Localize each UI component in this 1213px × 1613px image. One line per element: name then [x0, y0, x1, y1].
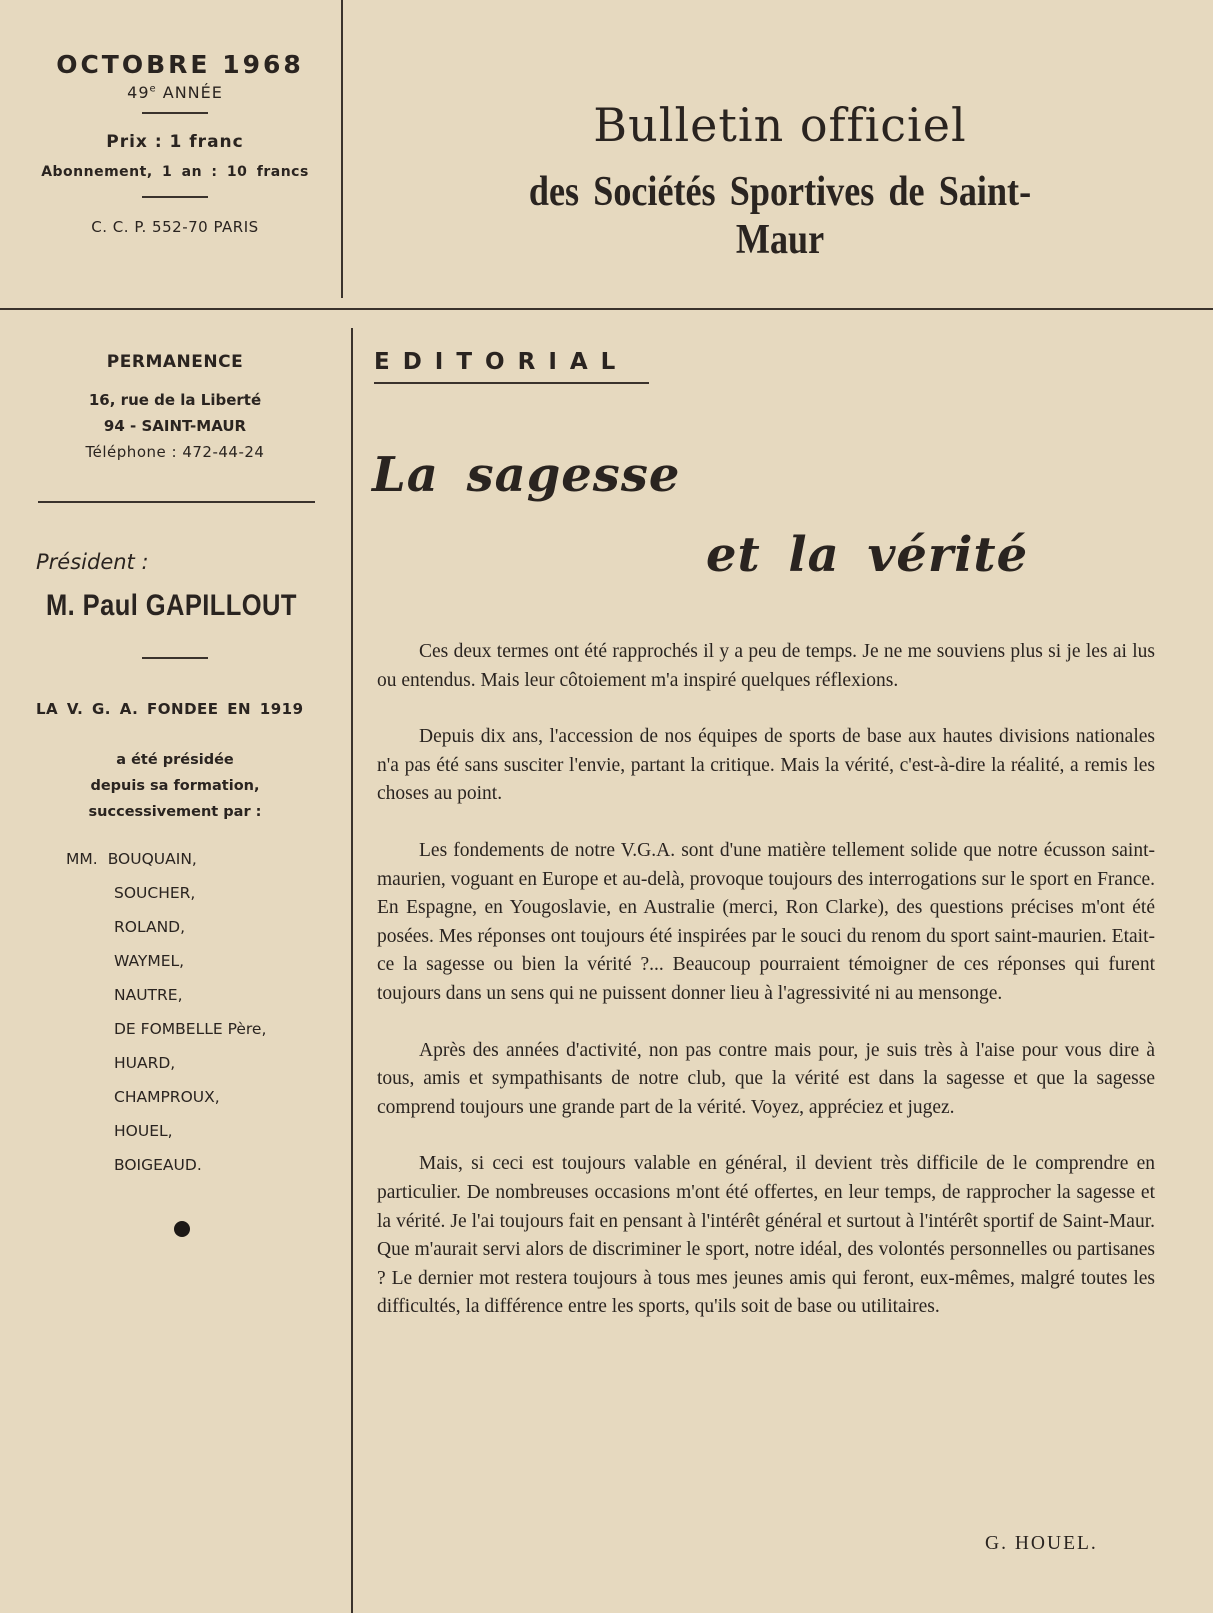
vga-title: LA V. G. A. FONDEE EN 1919: [36, 700, 304, 718]
price: Prix : 1 franc: [106, 132, 244, 152]
vga-subtitle: a été présidée depuis sa formation, successivement par :: [88, 752, 262, 820]
masthead-subtitle: des Sociétés Sportives de Saint-Maur: [528, 169, 1032, 263]
president-name: M. Paul GAPILLOUT: [46, 589, 297, 622]
paragraph: Ces deux termes ont été rapprochés il y a peu de temps. Je ne me souviens plus si je les ai lus ou entendus. Mais leur côtoiement m'a inspiré quelques réflexions.: [377, 641, 1155, 691]
paragraph: Mais, si ceci est toujours valable en général, il devient très difficile de le comprendre en particulier. De nombreuses occasions m'ont été offertes, en leur temps, de rapprocher la sagesse et la vérité. Je l'ai toujours fait en pensant à l'intérêt général et surtout à l'intérêt sportif de Saint-Maur. Que m'aurait servi alors de discriminer le sport, notre idéal, des volontés personnelles ou partisanes ? Le dernier mot restera toujours à tous mes jeunes amis qui feront, eux-mêmes, malgré toutes les difficultés, la différence entre les sports, qu'ils soit de base ou utilitaires.: [377, 1153, 1155, 1318]
issue-info: [20, 50, 330, 236]
list-item: CHAMPROUX,: [114, 1088, 220, 1106]
sidebar-rule: [38, 501, 315, 503]
telephone: Téléphone : 472-44-24: [85, 443, 265, 461]
list-item: MM. BOUQUAIN,: [66, 850, 197, 868]
section-label-underline: [374, 382, 649, 384]
list-item: DE FOMBELLE Père,: [114, 1020, 267, 1038]
paragraph: Après des années d'activité, non pas contre mais pour, je suis très à l'aise pour vous dire à tous, amis et sympathisants de notre club, que la vérité est dans la sagesse et que la sagesse comprend toujours une grande part de la vérité. Voyez, appréciez et jugez.: [377, 1039, 1155, 1118]
issue-date: OCTOBRE 1968: [56, 50, 304, 79]
paragraph: Les fondements de notre V.G.A. sont d'une matière tellement solide que notre écusson saint-maurien, voguant en Europe et au-delà, provoque toujours des interrogations sur le sport en France. En Espagne, en Yougoslavie, en Australie (merci, Ron Clarke), des questions précises m'ont été posées. Mes réponses ont toujours été inspirées par le souci du renom du sport saint-maurien. Etait-ce la sagesse ou bien la vérité ?... Beaucoup pourraient témoigner de ces réponses qui furent toujours dans un sens qui ne puissent donner lieu à l'agressivité ni au mensonge.: [377, 839, 1155, 1004]
header-column-divider: [341, 0, 343, 298]
article-title-line2: et la vérité: [706, 527, 1029, 583]
header-bottom-rule: [0, 308, 1213, 310]
divider: [142, 196, 208, 198]
list-item: NAUTRE,: [114, 986, 183, 1004]
section-label: EDITORIAL: [374, 349, 629, 375]
list-item: ROLAND,: [114, 918, 186, 936]
list-item: SOUCHER,: [114, 884, 196, 902]
list-item: WAYMEL,: [114, 952, 185, 970]
subscription: Abonnement, 1 an : 10 francs: [41, 164, 309, 180]
divider: [142, 657, 208, 659]
past-presidents-list: [66, 842, 266, 1182]
masthead-title: Bulletin officiel: [593, 98, 967, 152]
list-item: HOUEL,: [114, 1122, 173, 1140]
address-line: 16, rue de la Liberté: [88, 391, 262, 409]
article-body: [377, 638, 1155, 1350]
paragraph: Depuis dix ans, l'accession de nos équipes de sports de base aux hautes divisions nationales n'a pas été sans susciter l'envie, partant la critique. Mais la vérité, c'est-à-dire la réalité, a remis les choses au point.: [377, 726, 1155, 805]
address-line: 94 - SAINT-MAUR: [103, 417, 247, 435]
permanence-title: PERMANENCE: [106, 352, 244, 372]
divider: [142, 112, 208, 114]
article-title-line1: La sagesse: [372, 447, 681, 503]
issue-year: 49e ANNÉE: [127, 83, 223, 102]
ccp-number: C. C. P. 552-70 PARIS: [91, 218, 259, 236]
president-label: Président :: [36, 550, 149, 574]
signature: G. HOUEL.: [985, 1533, 1098, 1554]
list-item: BOIGEAUD.: [114, 1156, 202, 1174]
body-column-divider: [351, 328, 353, 1613]
bullet-ornament: [174, 1221, 190, 1237]
list-item: HUARD,: [114, 1054, 176, 1072]
permanence-address: [20, 387, 330, 439]
